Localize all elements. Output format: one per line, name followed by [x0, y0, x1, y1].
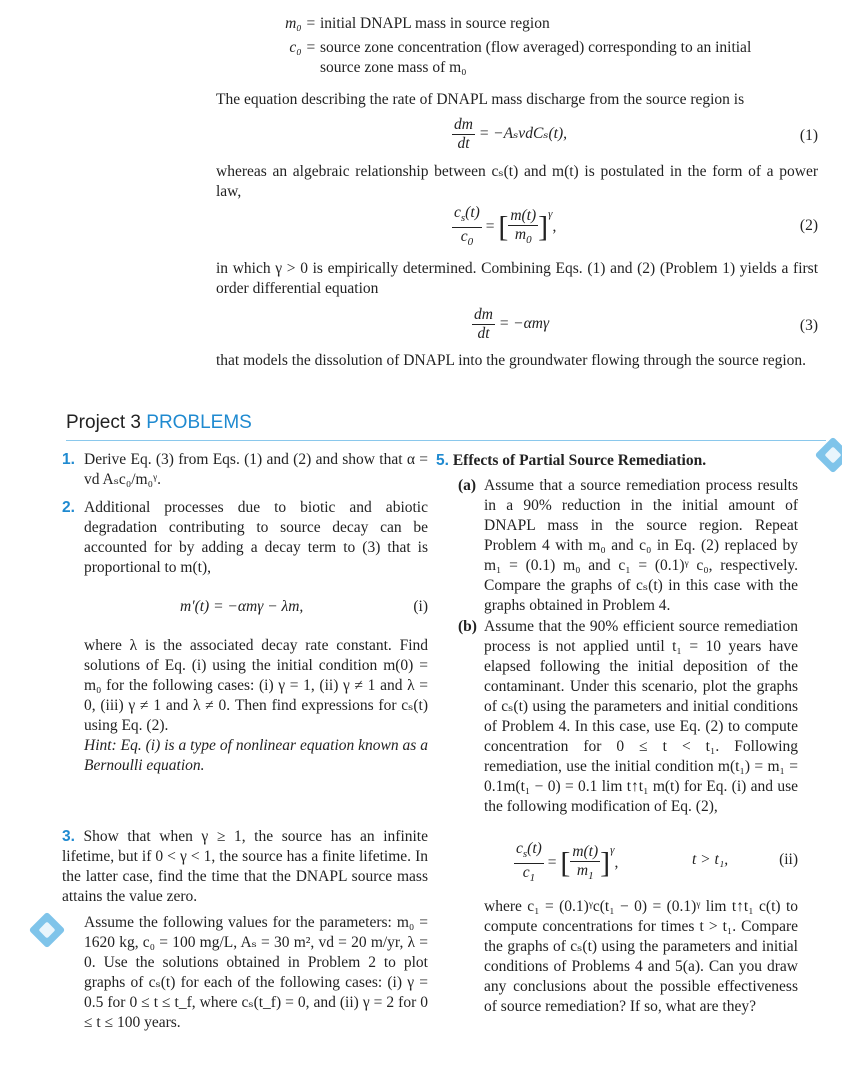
subproblem-text: Assume that a source remediation process results in a 90% reduction in the initial amount of DNAPL mass in the source region. Repeat Problem 4 with m₀ and c₀ in Eq. (2) replaced by m₁ = (0.1) m₀ and c₁ = (0.1)ᵞ c₀, respectively. Compare the graphs of cₛ(t) in this case with the graphs obtained in Problem 4. — [484, 477, 798, 614]
problem-hint: Hint: Eq. (i) is a type of nonlinear equation known as a Bernoulli equation. — [84, 737, 428, 774]
equation-3-rhs: = −αmγ — [498, 315, 550, 333]
equation-number: (ii) — [779, 851, 798, 868]
subproblem-label: (b) — [458, 618, 477, 635]
problem-number: 3. — [62, 828, 75, 845]
section-divider — [66, 440, 826, 441]
problem-2 — [62, 498, 428, 578]
fraction-mt-m0: $\frac{m(t)}{m_0}$ — [510, 206, 537, 246]
fraction-cs-c0: $\frac{c_s(t)}{c_0}$ — [454, 204, 480, 249]
equation-3 — [216, 306, 818, 346]
equation-number: (3) — [799, 317, 818, 334]
equation-ii-condition: t > t₁, — [692, 851, 729, 868]
section-heading — [66, 413, 252, 433]
subproblem-text: where c₁ = (0.1)ᵞc(t₁ − 0) = (0.1)ᵞ lim t↑t₁ c(t) to compute concentrations for times t > t₁. Compare the graphs of cₛ(t) using the parameters and initial conditions of Problems 4 and 5(a). Can you draw any conclusions about the possible effectiveness of source remediation? If so, what are they? — [484, 898, 798, 1015]
equation-number: (1) — [799, 127, 818, 144]
intro-paragraph-2: whereas an algebraic relationship between cₛ(t) and m(t) is postulated in the form of a power law, — [216, 163, 818, 200]
problem-text: where λ is the associated decay rate constant. Find solutions of Eq. (i) using the initial condition m(0) = m₀ for the following cases: (i) γ = 1, (ii) γ ≠ 1 and λ = 0, (iii) γ ≠ 1 and λ ≠ 0. Then find expressions for cₛ(t) using Eq. (2). — [84, 637, 428, 734]
bracket-left: [ — [560, 846, 571, 880]
section-heading-prefix: Project 3 — [66, 412, 147, 433]
subproblem-text: Assume that the 90% efficient source remediation process is not applied until t₁ = 10 years have elapsed following the initial deposition of the contaminant. Under this scenario, plot the graphs of cₛ(t) using the parameters and initial conditions of Problem 4. In this case, use Eq. (2) to compute concentration for 0 ≤ t < t₁. Following remediation, use the initial condition m(t₁) = m₁ = 0.1m(t₁ − 0) = 0.1 lim t↑t₁ m(t) for Eq. (i) and use the following modification of Eq. (2), — [484, 618, 798, 815]
problem-1 — [62, 450, 428, 490]
problem-text: Derive Eq. (3) from Eqs. (1) and (2) and show that α = vd Aₛc₀/m₀ᵞ. — [84, 451, 428, 488]
definition-c0 — [272, 38, 792, 76]
problem-text: Assume the following values for the parameters: m₀ = 1620 kg, c₀ = 100 mg/L, Aₛ = 30 m², vd = 20 m/yr, λ = 0. Use the solutions obtained in Problem 2 to plot graphs of cₛ(t) for each of the following cases: (i) γ = 0.5 for 0 ≤ t ≤ t_f, where cₛ(t_f) = 0, and (ii) γ = 2 for 0 ≤ t ≤ 100 years. — [84, 914, 428, 1031]
problem-4 — [62, 913, 428, 1033]
problem-5b-continued — [484, 897, 798, 1017]
section-heading-accent: PROBLEMS — [146, 412, 252, 433]
problem-title: Effects of Partial Source Remediation. — [452, 452, 707, 469]
problem-text: Show that when γ ≥ 1, the source has an infinite lifetime, but if 0 < γ < 1, the source has a finite lifetime. In the latter case, find the time that the DNAPL source mass attains the value zero. — [62, 828, 428, 905]
equation-i-formula: m′(t) = −αmγ − λm, — [180, 598, 304, 615]
fraction-mt-m1: $\frac{m(t)}{m_1}$ — [572, 842, 599, 882]
fraction-cs-c1: $\frac{c_s(t)}{c_1}$ — [516, 840, 542, 885]
equation-2: $\frac{c_s(t)}{c_0}$ = [ $\frac{m(t)}{m_0}$ ]$^\gamma$, (2) — [216, 206, 818, 246]
problem-number: 2. — [62, 499, 75, 516]
definition-symbol: c₀ = — [289, 39, 316, 56]
intro-paragraph-4: that models the dissolution of DNAPL into the groundwater flowing through the source region. — [216, 352, 807, 369]
equals-sign: = — [485, 218, 499, 236]
equals-sign: = — [547, 854, 561, 872]
intro-paragraph-1: The equation describing the rate of DNAPL mass discharge from the source region is — [216, 91, 745, 108]
cas-icon — [29, 912, 66, 949]
cas-icon — [815, 437, 842, 474]
problem-3 — [62, 827, 428, 907]
bracket-right: ] — [538, 210, 549, 244]
subproblem-label: (a) — [458, 477, 477, 494]
problem-5a — [458, 476, 798, 616]
equation-number: (2) — [799, 217, 818, 234]
problem-text: Additional processes due to biotic and abiotic degradation contributing to source decay can be accounted for by adding a decay term to (3) that is proportional to m(t), — [84, 499, 428, 576]
fraction-dm-dt: $\frac{dm}{dt}$ — [474, 306, 493, 342]
definition-text: source zone concentration (flow averaged) corresponding to an initial source zone mass of m₀ — [320, 39, 752, 76]
equation-number: (i) — [413, 598, 428, 615]
definition-text: initial DNAPL mass in source region — [320, 15, 550, 32]
definition-symbol: m₀ = — [285, 15, 316, 32]
intro-paragraph-3: in which γ > 0 is empirically determined. Combining Eqs. (1) and (2) (Problem 1) yields a first order differential equation — [216, 260, 818, 297]
problem-number: 5. — [436, 452, 449, 469]
problem-2-continued — [84, 636, 428, 776]
fraction-dm-dt: $\frac{dm}{dt}$ — [454, 116, 473, 152]
definition-m0 — [272, 14, 792, 34]
problem-5 — [436, 451, 798, 471]
problem-number: 1. — [62, 451, 75, 468]
bracket-left: [ — [498, 210, 509, 244]
equation-1 — [216, 116, 818, 156]
equation-i — [84, 597, 428, 619]
bracket-right: ] — [600, 846, 611, 880]
equation-ii: $\frac{c_s(t)}{c_1}$ = [ $\frac{m(t)}{m_1}$ ]$^\gamma$, t > t₁, (ii) — [484, 840, 798, 884]
equation-1-rhs: = −AₛvdCₛ(t), — [478, 125, 568, 143]
problem-5b — [458, 617, 798, 817]
